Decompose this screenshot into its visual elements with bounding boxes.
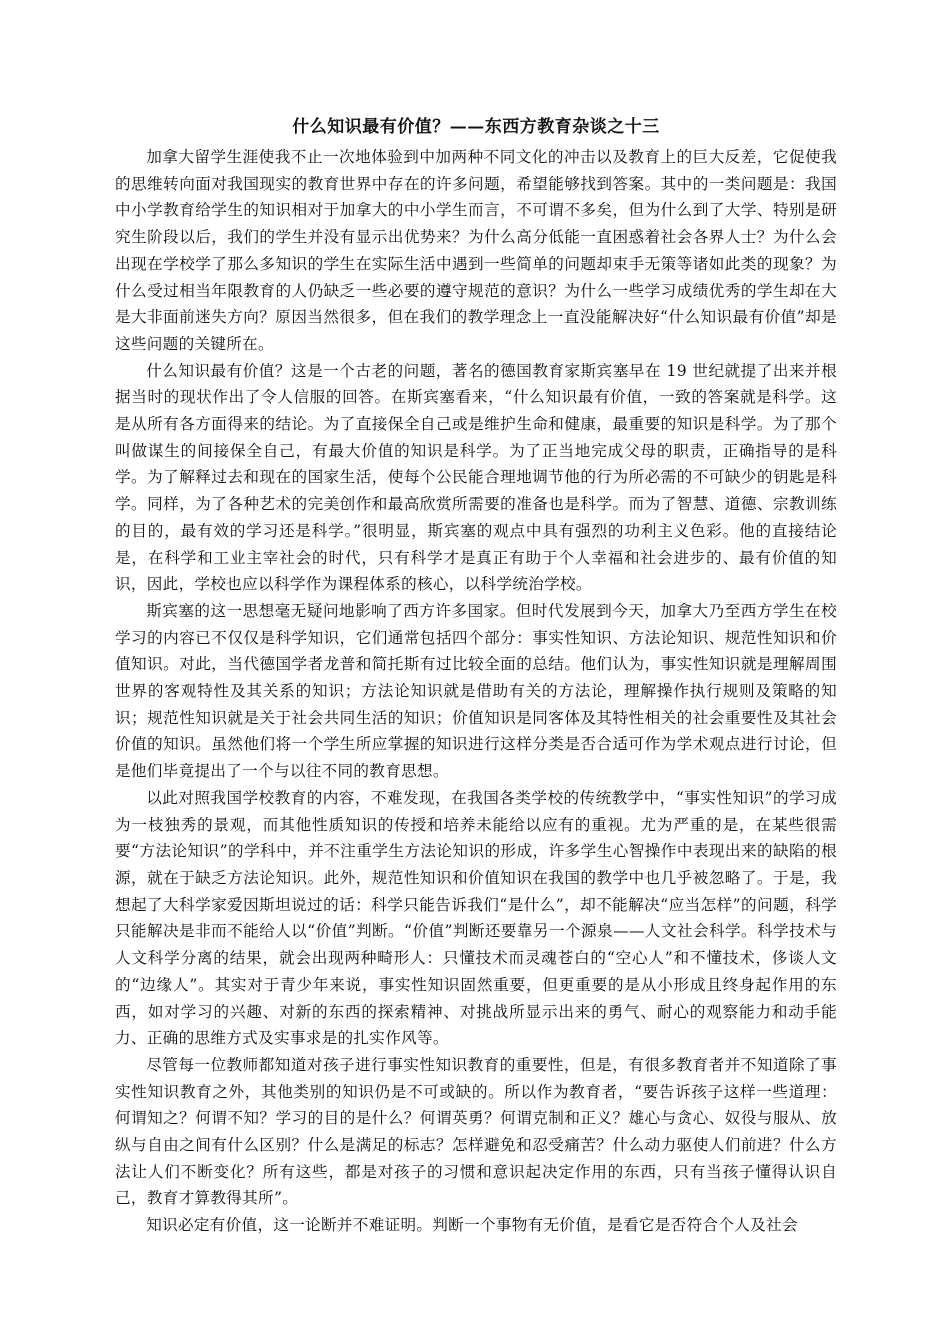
paragraph-6: 知识必定有价值，这一论断并不难证明。判断一个事物有无价值，是看它是否符合个人及社会 xyxy=(146,1216,798,1235)
paragraph-4: 以此对照我国学校教育的内容，不难发现，在我国各类学校的传统教学中，“事实性知识”的学习成为一枝独秀的景观，而其他性质知识的传授和培养未能给以应有的重视。尤为严重的是，在某些很需要“方法论知识”的学科中，并不注重学生方法论知识的形成，许多学生心智操作中表现出来的缺陷的根源，就在于缺乏方法论知识。此外，规范性知识和价值知识在我国的教学中也几乎被忽略了。于是，我想起了大科学家爱因斯坦说过的话：科学只能告诉我们“是什么”，却不能解决“应当怎样”的问题，科学只能解决是非而不能给人以“价值”判断。“价值”判断还要靠另一个源泉——人文社会科学。科学技术与人文科学分离的结果，就会出现两种畸形人：只懂技术而灵魂苍白的“空心人”和不懂技术，侈谈人文的“边缘人”。其实对于青少年来说，事实性知识固然重要，但更重要的是从小形成且终身起作用的东西，如对学习的兴趣、对新的东西的探索精神、对挑战所显示出来的勇气、耐心的观察能力和动手能力、正确的思维方式及实事求是的扎实作风等。 xyxy=(115,788,837,1048)
paragraph-3: 斯宾塞的这一思想毫无疑问地影响了西方许多国家。但时代发展到今天，加拿大乃至西方学生在校学习的内容已不仅仅是科学知识，它们通常包括四个部分：事实性知识、方法论知识、规范性知识和价值知识。对此，当代德国学者龙普和简托斯有过比较全面的总结。他们认为，事实性知识就是理解周围世界的客观特性及其关系的知识；方法论知识就是借助有关的方法论，理解操作执行规则及策略的知识；规范性知识就是关于社会共同生活的知识；价值知识是同客体及其特性相关的社会重要性及其社会价值的知识。虽然他们将一个学生所应掌握的知识进行这样分类是否合适可作为学术观点进行讨论，但是他们毕竟提出了一个与以往不同的教育思想。 xyxy=(115,601,837,781)
document-page xyxy=(115,115,837,1239)
paragraph-1: 加拿大留学生涯使我不止一次地体验到中加两种不同文化的冲击以及教育上的巨大反差，它促使我的思维转向面对我国现实的教育世界中存在的许多问题，希望能够找到答案。其中的一类问题是：我国中小学教育给学生的知识相对于加拿大的中小学生而言，不可谓不多矣，但为什么到了大学、特别是研究生阶段以后，我们的学生并没有显示出优势来？为什么高分低能一直困惑着社会各界人士？为什么会出现在学校学了那么多知识的学生在实际生活中遇到一些简单的问题却束手无策等诸如此类的现象？为什么受过相当年限教育的人仍缺乏一些必要的遵守规范的意识？为什么一些学习成绩优秀的学生却在大是大非面前迷失方向？原因当然很多，但在我们的教学理念上一直没能解决好“什么知识最有价值”却是这些问题的关键所在。 xyxy=(115,148,837,353)
paragraph-5: 尽管每一位教师都知道对孩子进行事实性知识教育的重要性，但是，有很多教育者并不知道除了事实性知识教育之外，其他类别的知识仍是不可或缺的。所以作为教育者，“要告诉孩子这样一些道理：何谓知之？何谓不知？学习的目的是什么？何谓英勇？何谓克制和正义？雄心与贪心、奴役与服从、放纵与自由之间有什么区别？什么是满足的标志？怎样避免和忍受痛苦？什么动力驱使人们前进？什么方法让人们不断变化？所有这些，都是对孩子的习惯和意识起决定作用的东西，只有当孩子懂得认识自己，教育才算教得其所”。 xyxy=(115,1055,837,1208)
document-title: 什么知识最有价值？——东西方教育杂谈之十三 xyxy=(292,117,660,137)
paragraph-2: 什么知识最有价值？这是一个古老的问题，著名的德国教育家斯宾塞早在 19 世纪就提了出来并根据当时的现状作出了令人信服的回答。在斯宾塞看来，“什么知识最有价值，一致的答案就是科学。这是从所有各方面得来的结论。为了直接保全自己或是维护生命和健康，最重要的知识是科学。为了那个叫做谋生的间接保全自己，有最大价值的知识是科学。为了正当地完成父母的职责，正确指导的是科学。为了解释过去和现在的国家生活，使每个公民能合理地调节他的行为所必需的不可缺少的钥匙是科学。同样，为了各种艺术的完美创作和最高欣赏所需要的准备也是科学。而为了智慧、道德、宗教训练的目的，最有效的学习还是科学。”很明显，斯宾塞的观点中具有强烈的功利主义色彩。他的直接结论是，在科学和工业主宰社会的时代，只有科学才是真正有助于个人幸福和社会进步的、最有价值的知识，因此，学校也应以科学作为课程体系的核心，以科学统治学校。 xyxy=(115,361,837,594)
